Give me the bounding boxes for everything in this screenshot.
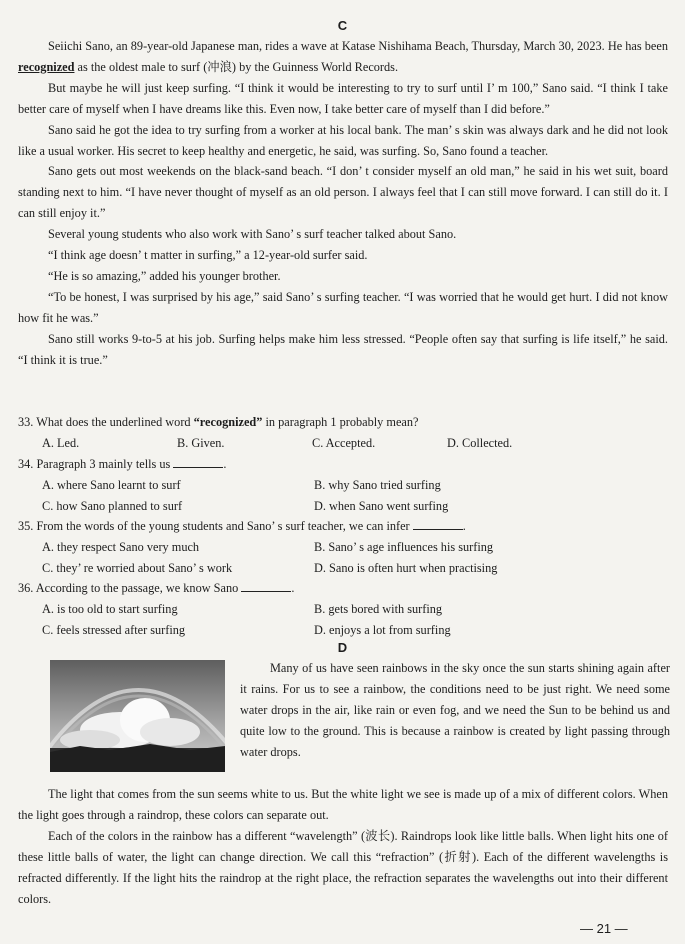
option-a: A. Led. — [42, 435, 80, 450]
option-d: D. Sano is often hurt when practising — [314, 560, 498, 575]
p1-text-b: as the oldest male to surf (冲浪) by the Guinness World Records. — [74, 59, 399, 74]
question-35 — [18, 516, 668, 579]
rainbow-photo-graphic — [50, 660, 225, 772]
rainbow-photo — [50, 660, 225, 772]
p1-text-a: Seiichi Sano, an 89-year-old Japanese man, rides a wave at Katase Nishihama Beach, Thursday, March 30, 2023. He has been — [48, 39, 668, 53]
option-c: C. they’ re worried about Sano’ s work — [42, 560, 233, 575]
q34-end: . — [223, 457, 227, 471]
passage-c-paragraph-5: Several young students who also work with Sano’ s surf teacher talked about Sano. — [48, 227, 457, 242]
passage-d — [18, 784, 668, 909]
q33-stem-b: in paragraph 1 probably mean? — [262, 415, 419, 429]
question-35-options — [18, 537, 668, 579]
question-34 — [18, 454, 668, 517]
option-c: C. feels stressed after surfing — [42, 622, 186, 637]
option-c: C. Accepted. — [312, 435, 376, 450]
page-number: — 21 — — [580, 921, 628, 936]
question-36-options — [18, 599, 668, 641]
question-34-options — [18, 475, 668, 517]
question-33-stem — [18, 412, 668, 433]
q33-stem-a: 33. What does the underlined word — [18, 415, 194, 429]
question-33-options — [18, 433, 668, 454]
option-a: A. where Sano learnt to surf — [42, 477, 181, 492]
q33-stem-word: “recognized” — [193, 415, 263, 429]
q35-end: . — [462, 519, 466, 533]
passage-c-paragraph-2: But maybe he will just keep surfing. “I think it would be interesting to try to surf until I’ m 100,” Sano said. “I think I take better care of myself when I have dreams like this. Even now, I take better care of myself than I did before.” — [18, 80, 668, 116]
option-c: C. how Sano planned to surf — [42, 498, 183, 513]
passage-c-paragraph-9: Sano still works 9-to-5 at his job. Surfing helps make him less stressed. “People often say that surfing is life itself,” he said. “I think it is true.” — [18, 331, 668, 367]
passage-c-paragraph-6: “I think age doesn’ t matter in surfing,” a 12-year-old surfer said. — [48, 248, 368, 263]
passage-c-paragraph-8: “To be honest, I was surprised by his age,” said Sano’ s surfing teacher. “I was worried that he would get hurt. I did not know how fit he was.” — [18, 289, 668, 325]
option-d: D. enjoys a lot from surfing — [314, 622, 451, 637]
q36-end: . — [291, 581, 295, 595]
option-a: A. they respect Sano very much — [42, 539, 200, 554]
answer-blank — [413, 517, 463, 530]
question-36 — [18, 578, 668, 641]
underlined-keyword: recognized — [18, 59, 75, 74]
question-33 — [18, 412, 668, 454]
section-d-title: D — [337, 640, 348, 655]
option-b: B. Given. — [177, 435, 225, 450]
passage-c-paragraph-1 — [18, 36, 668, 78]
passage-c-paragraph-4: Sano gets out most weekends on the black-sand beach. “I don’ t consider myself an old man,” he said in his wet suit, board standing next to him. “I have never thought of myself as an old person. I always feel that I can still move forward. I can still do it. I can still enjoy it.” — [18, 164, 668, 221]
passage-c-paragraph-7: “He is so amazing,” added his younger brother. — [48, 268, 281, 283]
passage-d-paragraph-3: Each of the colors in the rainbow has a different “wavelength” (波长). Raindrops look like little balls. When light hits one of these little balls of water, the light can change direction. We call this “refraction” (折射). Each of the different wavelengths is refracted differently. If the light hits the raindrop at the right place, the refraction separates the wavelengths out into their different colors. — [18, 828, 668, 906]
q34-stem: 34. Paragraph 3 mainly tells us — [18, 457, 171, 471]
passage-d-intro — [240, 658, 670, 763]
question-35-stem — [18, 516, 668, 537]
passage-c — [18, 36, 668, 371]
answer-blank — [173, 455, 223, 468]
answer-blank — [241, 579, 291, 592]
option-b: B. gets bored with surfing — [314, 601, 443, 616]
option-b: B. why Sano tried surfing — [314, 477, 441, 492]
question-36-stem — [18, 578, 668, 599]
section-c-title: C — [337, 18, 348, 33]
q35-stem: 35. From the words of the young students and Sano’ s surf teacher, we can infer — [18, 519, 410, 533]
passage-d-paragraph-2: The light that comes from the sun seems white to us. But the white light we see is made up of a mix of different colors. When the light goes through a raindrop, these colors can separate out. — [18, 787, 668, 822]
option-a: A. is too old to start surfing — [42, 601, 178, 616]
passage-c-paragraph-3: Sano said he got the idea to try surfing from a worker at his local bank. The man’ s skin was always dark and he did not look like a usual worker. His secret to keep healthy and energetic, he said, was surfing. So, Sano found a teacher. — [18, 122, 668, 158]
question-34-stem — [18, 454, 668, 475]
q36-stem: 36. According to the passage, we know Sano — [18, 581, 239, 595]
option-d: D. when Sano went surfing — [314, 498, 449, 513]
option-d: D. Collected. — [447, 435, 513, 450]
option-b: B. Sano’ s age influences his surfing — [314, 539, 494, 554]
passage-d-paragraph-1: Many of us have seen rainbows in the sky once the sun starts shining again after it rains. For us to see a rainbow, the conditions need to be just right. We need some water drops in the air, like rain or even fog, and we need the Sun to be behind us and quite low to the ground. This is because a rainbow is created by light passing through water drops. — [240, 661, 670, 759]
